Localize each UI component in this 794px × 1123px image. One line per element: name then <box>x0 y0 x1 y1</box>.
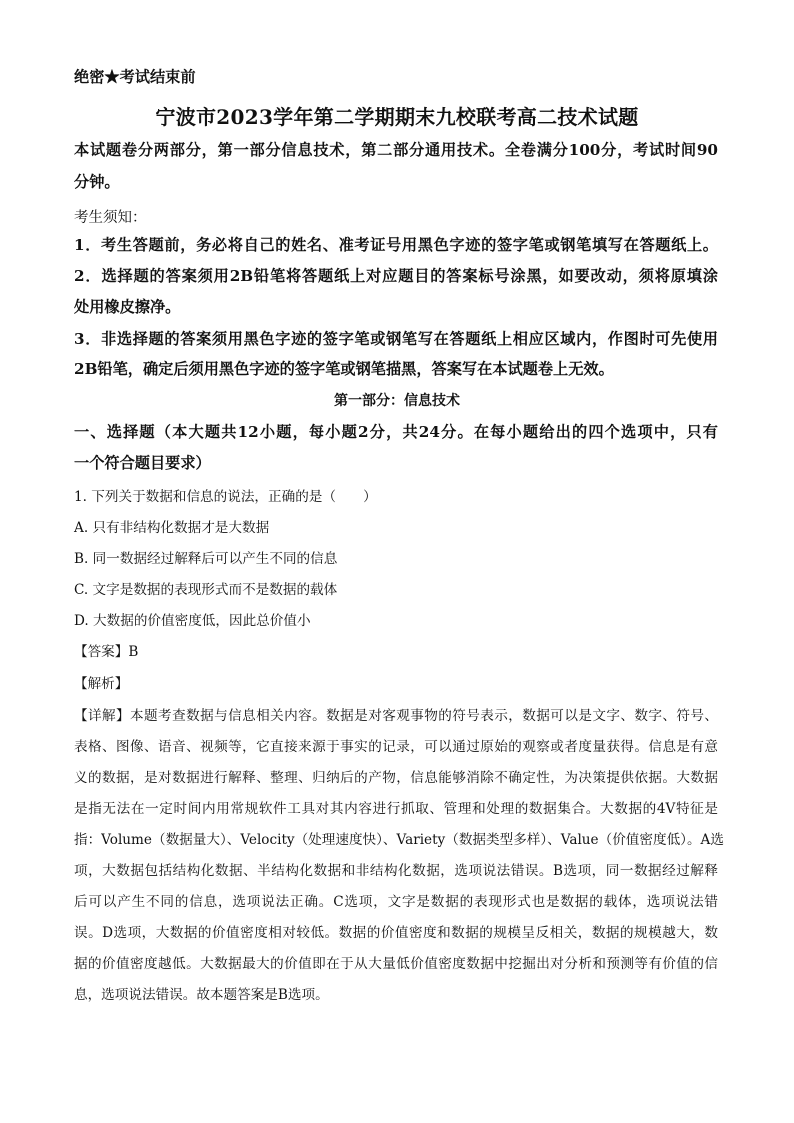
question-1-option-b: B. 同一数据经过解释后可以产生不同的信息 <box>74 551 338 567</box>
detail-line-5: 指：Volume（数据量大）、Velocity（处理速度快）、Variety（数据类型多样）、Value（价值密度低）。A选 <box>74 832 724 848</box>
question-1-stem: 1. 下列关于数据和信息的说法，正确的是（ ） <box>74 489 377 505</box>
analysis-label: 【解析】 <box>74 676 129 692</box>
detail-line-7: 后可以产生不同的信息，选项说法正确。C选项，文字是数据的表现形式也是数据的载体，选项说法错 <box>74 894 718 910</box>
detail-line-1: 【详解】本题考查数据与信息相关内容。数据是对客观事物的符号表示，数据可以是文字、数字、符号、 <box>74 708 718 724</box>
answer-line <box>74 640 138 660</box>
detail-line-2: 表格、图像、语音、视频等，它直接来源于事实的记录，可以通过原始的观察或者度量获得。信息是有意 <box>74 739 718 755</box>
section-heading-line-2: 一个符合题目要求） <box>74 454 211 472</box>
detail-line-3: 义的数据，是对数据进行解释、整理、归纳后的产物，信息能够消除不确定性，为决策提供依据。大数据 <box>74 770 718 786</box>
detail-line-10: 息，选项说法错误。故本题答案是B选项。 <box>74 987 329 1003</box>
intro-line-2: 分钟。 <box>74 173 120 191</box>
detail-line-6: 项，大数据包括结构化数据、半结构化数据和非结构化数据，选项说法错误。B选项，同一数据经过解释 <box>74 863 718 879</box>
part1-title: 第一部分：信息技术 <box>334 393 460 409</box>
notice-item-1: 1．考生答题前，务必将自己的姓名、准考证号用黑色字迹的签字笔或钢笔填写在答题纸上。 <box>74 236 718 254</box>
notice-heading: 考生须知： <box>74 210 147 226</box>
notice-item-3-line-2: 2B铅笔，确定后须用黑色字迹的签字笔或钢笔描黑，答案写在本试题卷上无效。 <box>74 360 614 378</box>
answer-value: B <box>128 644 139 660</box>
detail-line-9: 据的价值密度越低。大数据最大的价值即在于从大量低价值密度数据中挖掘出对分析和预测等有价值的信 <box>74 956 718 972</box>
question-1-option-d: D. 大数据的价值密度低，因此总价值小 <box>74 613 311 629</box>
intro-line-1: 本试题卷分两部分，第一部分信息技术，第二部分通用技术。全卷满分100分，考试时间90 <box>74 141 718 159</box>
notice-item-2-line-1: 2．选择题的答案须用2B铅笔将答题纸上对应题目的答案标号涂黑，如要改动，须将原填涂 <box>74 267 718 285</box>
notice-item-3-line-1: 3．非选择题的答案须用黑色字迹的签字笔或钢笔写在答题纸上相应区域内，作图时可先使用 <box>74 330 718 348</box>
question-1-option-c: C. 文字是数据的表现形式而不是数据的载体 <box>74 582 338 598</box>
notice-item-2-line-2: 处用橡皮擦净。 <box>74 298 181 316</box>
detail-line-4: 是指无法在一定时间内用常规软件工具对其内容进行抓取、管理和处理的数据集合。大数据的4V特征是 <box>74 801 718 817</box>
question-1-option-a: A. 只有非结构化数据才是大数据 <box>74 520 270 536</box>
detail-line-8: 误。D选项，大数据的价值密度相对较低。数据的价值密度和数据的规模呈反相关，数据的规模越大，数 <box>74 925 718 941</box>
section-heading-line-1: 一、选择题（本大题共12小题，每小题2分，共24分。在每小题给出的四个选项中，只有 <box>74 423 718 441</box>
page-title: 宁波市2023学年第二学期期末九校联考高二技术试题 <box>155 105 639 129</box>
confidential-mark: 绝密★考试结束前 <box>74 68 196 86</box>
answer-label: 【答案】 <box>74 644 129 660</box>
